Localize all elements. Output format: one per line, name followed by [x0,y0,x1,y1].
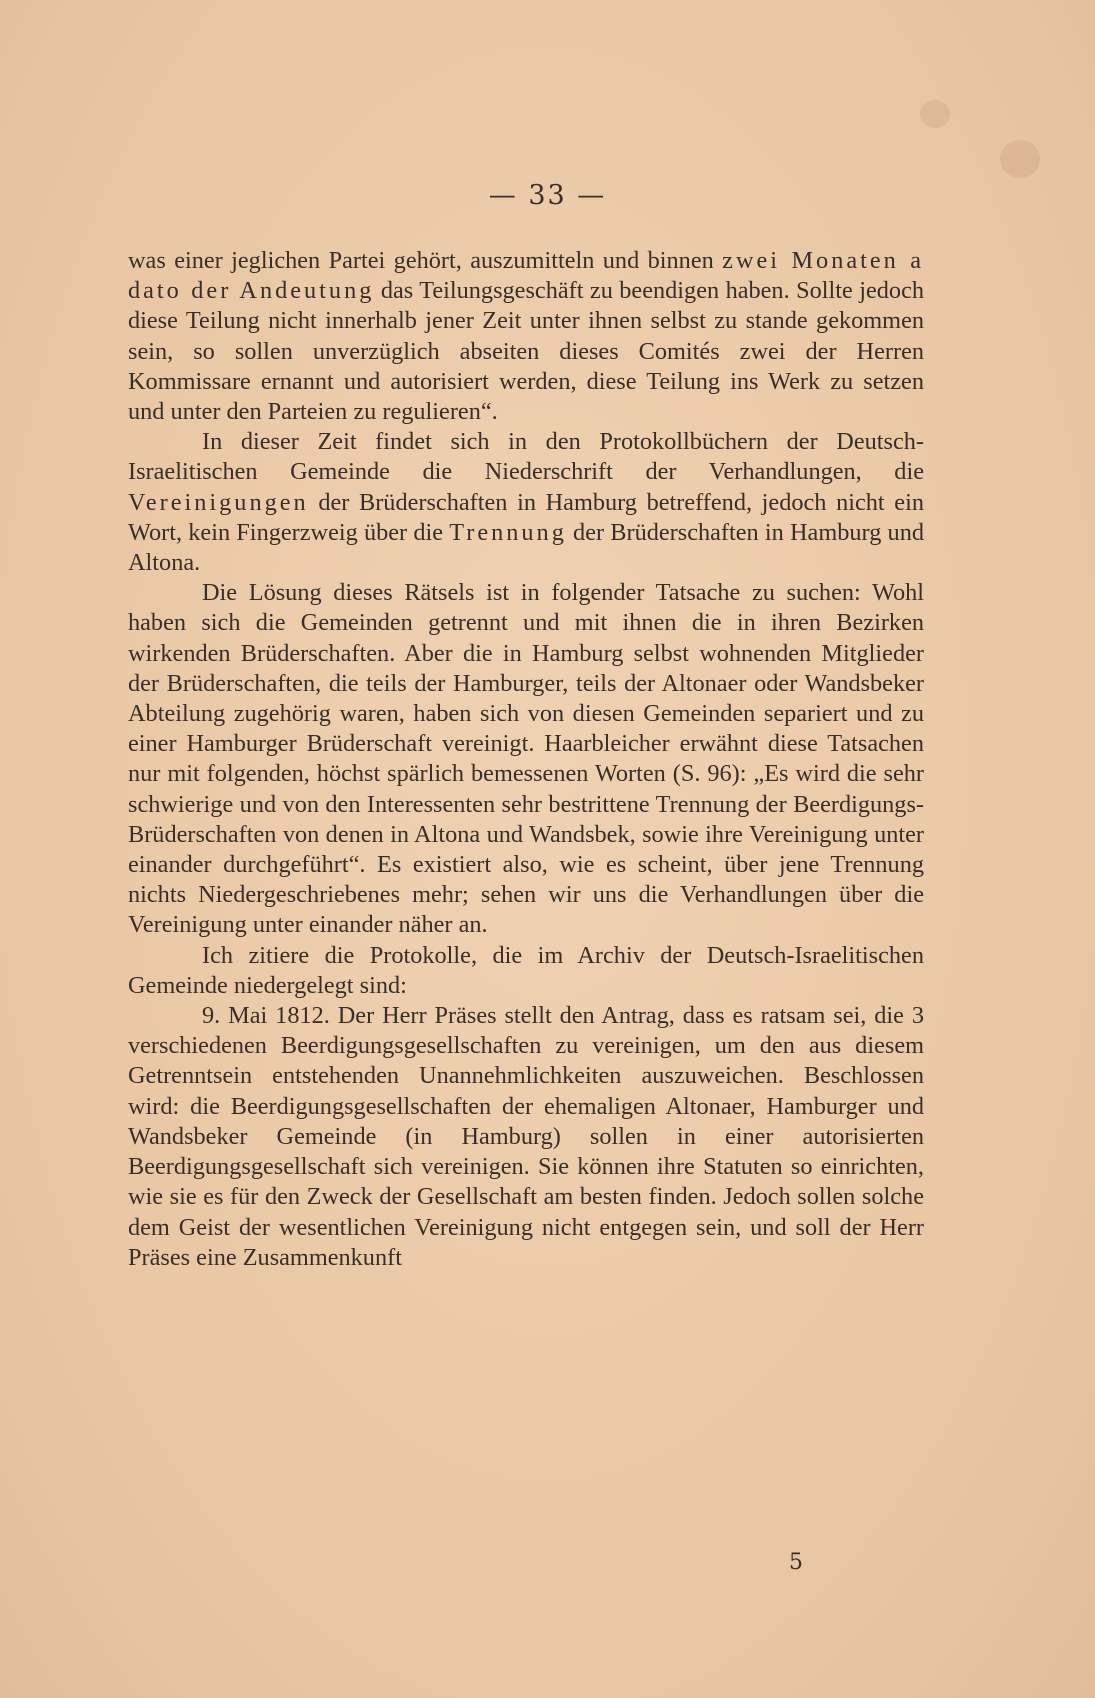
paragraph [128,941,924,1001]
text-run: das Teilungsgeschäft zu beendigen haben. Sollte jedoch diese Teilung nicht innerhalb jener Zeit unter ihnen selbst zu stande gekommen sein, so sollen unverzüglich abseiten dieses Comités zwei der Herren Kommissare ernannt und autorisiert werden, diese Teilung ins Werk zu setzen und unter den Parteien zu regulieren“. [128,277,924,426]
paper-stain [920,100,950,128]
text-run: was einer jeglichen Partei gehört, auszumitteln und binnen [128,247,723,274]
spaced-emphasis: Vereinigungen [128,488,309,516]
spaced-emphasis: zwei Monaten a dato der Andeutung [128,247,924,305]
paragraph [128,246,924,427]
text-run: Die Lösung dieses Rätsels ist in folgender Tatsache zu suchen: Wohl haben sich die Gemeinden getrennt und mit ihnen die in ihren Bezirken wirkenden Brüderschaften. Aber die in Hamburg selbst wohnenden Mitglieder der Brüderschaften, die teils der Hamburger, teils der Altonaer oder Wandsbeker Abteilung zugehörig waren, haben sich von diesen Gemeinden separiert und zu einer Hamburger Brüderschaft vereinigt. Haarbleicher erwähnt diese Tatsachen nur mit folgenden, höchst spärlich bemessenen Worten (S. 96): „Es wird die sehr schwierige und von den Interessenten sehr bestrittene Trennung der Beerdigungs-Brüderschaften von denen in Altona und Wandsbek, sowie ihre Vereinigung unter einander durchgeführt“. Es existiert also, wie es scheint, über jene Trennung nichts Niedergeschriebenes mehr; sehen wir uns die Verhandlungen über die Vereinigung unter einander näher an. [128,579,924,939]
paragraph [128,427,924,578]
text-run: der Brüderschaften in Hamburg betreffend, jedoch nicht ein Wort, kein Fingerzweig über die [128,488,924,546]
paragraph [128,578,924,940]
text-run: der Brüderschaften in Hamburg und Altona. [128,518,924,577]
paper-stain [1000,140,1040,178]
paragraph [128,1001,924,1273]
text-run: In dieser Zeit findet sich in den Protokollbüchern der Deutsch-Israelitischen Gemeinde die Niederschrift der Verhandlungen, die [128,428,924,486]
body-text [128,246,924,1273]
text-run: 9. Mai 1812. Der Herr Präses stellt den Antrag, dass es ratsam sei, die 3 verschiedenen Beerdigungsgesellschaften zu vereinigen, um den aus diesem Getrenntsein entstehenden Unannehmlichkeiten auszuweichen. Beschlossen wird: die Beerdigungsgesellschaften der ehemaligen Altonaer, Hamburger und Wandsbeker Gemeinde (in Hamburg) sollen in einer autorisierten Beerdigungsgesellschaft sich vereinigen. Sie können ihre Statuten so einrichten, wie sie es für den Zweck der Gesellschaft am besten finden. Jedoch sollen solche dem Geist der wesentlichen Vereinigung nicht entgegen sein, und soll der Herr Präses eine Zusammenkunft [128,1002,924,1271]
text-run: Ich zitiere die Protokolle, die im Archiv der Deutsch-Israelitischen Gemeinde niedergelegt sind: [128,941,924,999]
signature-mark: 5 [789,1550,803,1575]
page-number: — 33 — [488,180,607,211]
spaced-emphasis: Trennung [449,518,567,546]
